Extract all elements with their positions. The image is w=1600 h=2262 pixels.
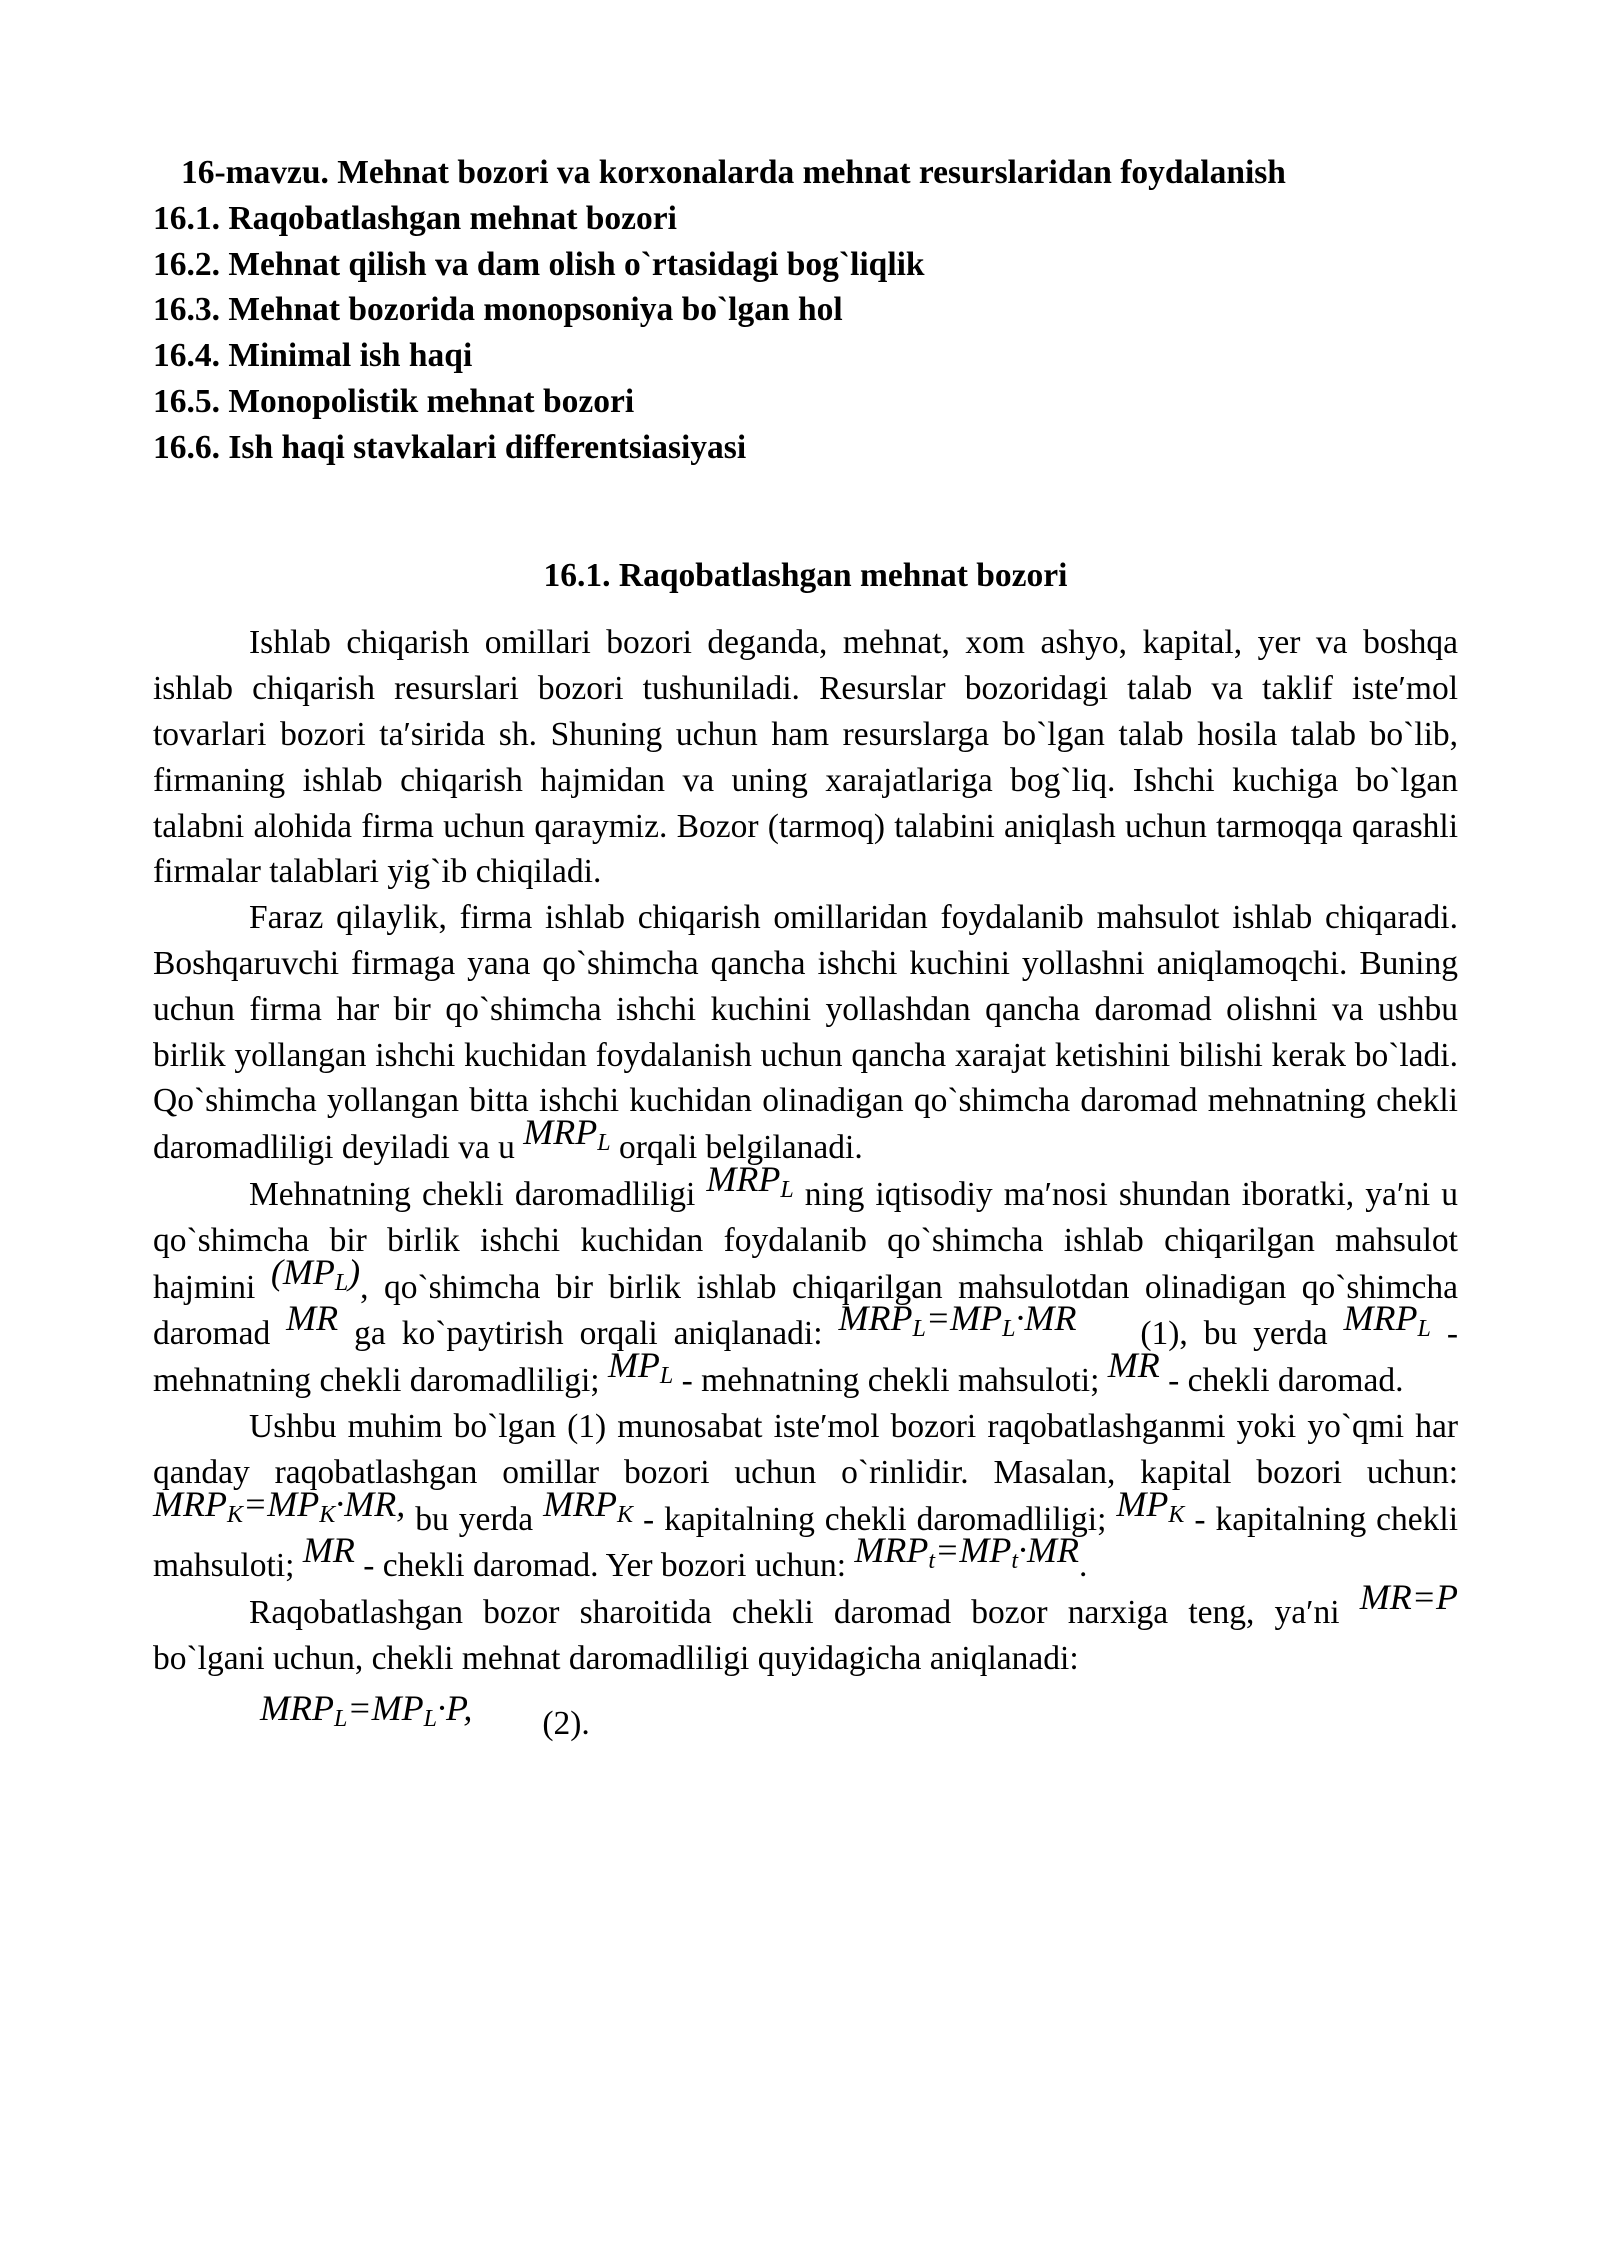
mp-l-symbol: $(MP_L)$ xyxy=(270,1251,361,1296)
mr-symbol: MR xyxy=(286,1298,339,1339)
mrp-l-symbol: $MRP_L$ xyxy=(1343,1298,1431,1343)
toc-item: 16.4. Minimal ish haqi xyxy=(153,337,473,375)
formula-1: $MRP_L=MP_L\cdot MR$ xyxy=(838,1298,1077,1343)
paragraph-4: Ushbu muhim bo`lgan (1) munosabat iste′mol bozori raqobatlashganmi yoki yo`qmi har qanday raqobatlashgan omillar bozori uchun o`rinlidir. Masalan, kapital bozori uchun: $MRP_K=MP_K\cdot MR$, bu yerda $MRP_K$ - kapitalning chekli daromadliligi; $MP_K$ - kapitalning chekli mahsuloti; MR - chekli daromad. Yer bozori uchun: $MRP_t=MP_t\cdot MR$. xyxy=(153,1407,1459,1585)
mr-equals-p: MR=P xyxy=(1359,1577,1458,1618)
document-page xyxy=(153,150,1459,1742)
paragraph-3: Mehnatning chekli daromadliligi $MRP_L$ ning iqtisodiy ma′nosi shundan iboratki, ya′ni u qo`shimcha bir birlik ishchi kuchidan foydalanib qo`shimcha ishlab chiqarilgan mahsulot hajmini $(MP_L)$, qo`shimcha bir birlik ishlab chiqarilgan mahsulotdan olinadigan qo`shimcha daromad MR ga ko`paytirish orqali aniqlanadi: $MRP_L=MP_L\cdot MR$ (1), bu yerda $MRP_L$ - mehnatning chekli daromadliligi; $MP_L$ - mehnatning chekli mahsuloti; MR - chekli daromad. xyxy=(153,1158,1459,1400)
mr-symbol: MR xyxy=(302,1530,355,1571)
toc-item: 16.1. Raqobatlashgan mehnat bozori xyxy=(153,199,677,237)
mr-symbol: MR xyxy=(1107,1345,1160,1386)
land-formula: $MRP_t=MP_t\cdot MR$ xyxy=(854,1530,1079,1575)
mp-k-symbol: $MP_K$ xyxy=(1116,1483,1185,1528)
paragraph-5: Raqobatlashgan bozor sharoitida chekli daromad bozor narxiga teng, ya′ni MR=P bo`lgani uchun, chekli mehnat daromadliligi quyidagicha aniqlanadi: xyxy=(153,1577,1458,1677)
section-heading: 16.1. Raqobatlashgan mehnat bozori xyxy=(543,556,1068,594)
table-of-contents xyxy=(153,150,1458,471)
formula-2 xyxy=(153,1686,1458,1742)
toc-item: 16.5. Monopolistik mehnat bozori xyxy=(153,382,635,420)
paragraph-2: Faraz qilaylik, firma ishlab chiqarish omillaridan foydalanib mahsulot ishlab chiqaradi. Boshqaruvchi firmaga yana qo`shimcha qancha ishchi kuchini yollashni aniqlamoqchi. Buning uchun firma har bir qo`shimcha ishchi kuchini yollashdan qancha daromad olishni va ushbu birlik yollangan ishchi kuchidan foydalanish uchun qancha xarajat ketishini bilishi kerak bo`ladi. Qo`shimcha yollangan bitta ishchi kuchidan olinadigan qo`shimcha daromad mehnatning chekli daromadliligi deyiladi va u $MRP_L$ orqali belgilanadi. xyxy=(153,899,1458,1167)
mrp-k-symbol: $MRP_K$ xyxy=(543,1483,634,1528)
toc-item: 16.3. Mehnat bozorida monopsoniya bo`lgan hol xyxy=(153,291,843,329)
toc-item: 16.6. Ish haqi stavkalari differentsiasiyasi xyxy=(153,428,747,466)
mrp-l-symbol: $MRP_L$ xyxy=(523,1112,611,1157)
formula-2-number: (2). xyxy=(542,1704,590,1742)
mp-l-symbol: $MP_L$ xyxy=(607,1345,674,1390)
toc-item: 16.2. Mehnat qilish va dam olish o`rtasidagi bog`liqlik xyxy=(153,245,925,283)
paragraph-1: Ishlab chiqarish omillari bozori deganda, mehnat, xom ashyo, kapital, yer va boshqa ishlab chiqarish resurslari bozori tushuniladi. Resurslar bozoridagi talab va taklif iste′mol tovarlari bozori ta′sirida sh. Shuning uchun ham resurslarga bo`lgan talab hosila talab bo`lib, firmaning ishlab chiqarish hajmidan va uning xarajatlariga bog`liq. Ishchi kuchiga bo`lgan talabni alohida firma uchun qaraymiz. Bozor (tarmoq) talabini aniqlash uchun tarmoqqa qarashli firmalar talablari yig`ib chiqiladi. xyxy=(153,624,1458,891)
mrp-l-symbol: $MRP_L$ xyxy=(706,1158,794,1203)
topic-title: 16-mavzu. Mehnat bozori va korxonalarda mehnat resurslaridan foydalanish xyxy=(181,154,1286,191)
formula-2-expression: $MRP_L=MP_L\cdot P$, xyxy=(260,1687,473,1732)
capital-formula: $MRP_K=MP_K\cdot MR$, xyxy=(153,1483,406,1528)
